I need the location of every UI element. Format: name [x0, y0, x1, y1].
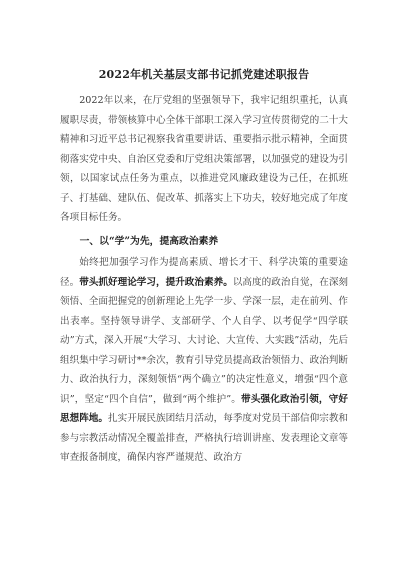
- section-paragraph: [60, 253, 348, 468]
- bold-lead-sentence: 带头强化政治引领，守好思想阵地。: [60, 393, 348, 424]
- paragraph-text: 扎实开展民族团结月活动，每季度对党员干部信仰宗教和参与宗教活动情况全覆盖排查，严格执行培训讲座、发表理论文章等审查报备制度，确保内容严谨规范、政治方: [60, 413, 349, 463]
- bold-lead-sentence: 带头抓好理论学习，提升政治素养。: [79, 276, 233, 288]
- section-heading: 一、以“学”为先，提高政治素养: [79, 235, 219, 247]
- document-title: 2022年机关基层支部书记抓党建述职报告: [98, 68, 310, 81]
- intro-paragraph: 2022年以来，在厅党组的坚强领导下，我牢记组织重托，认真履职尽责，带领核算中心全体干部职工深入学习宣传贯彻党的二十大精神和习近平总书记视察我省重要讲话、重要指示批示精神，全面贯彻落实党中央、自治区党委和厅党组决策部署，以加强党的建设为引领，以国家试点任务为重点，以推进党风廉政建设为己任，在抓班子、打基础、建队伍、促改革、抓落实上下功夫，较好地完成了年度各项目标任务。: [60, 95, 348, 223]
- paragraph-text: 始终把加强学习作为提高素质、增长才干、科学决策的重要途径。: [60, 257, 348, 288]
- paragraph-text: 以高度的政治自觉，在深刻领悟、全面把握党的创新理论上先学一步、学深一层，走在前列、作出表率。坚持领导讲学、支部研学、个人自学、以考促学“四学联动”方式，深入开展“大学习、大讨论、大宣传、大实践”活动，先后组织集中学习研讨**余次，教育引导党员提高政治领悟力、政治判断力、政治执行力，深刻领悟“两个确立”的决定性意义，增强“四个意识”，坚定“四个自信”，做到“两个维护”。: [60, 276, 349, 405]
